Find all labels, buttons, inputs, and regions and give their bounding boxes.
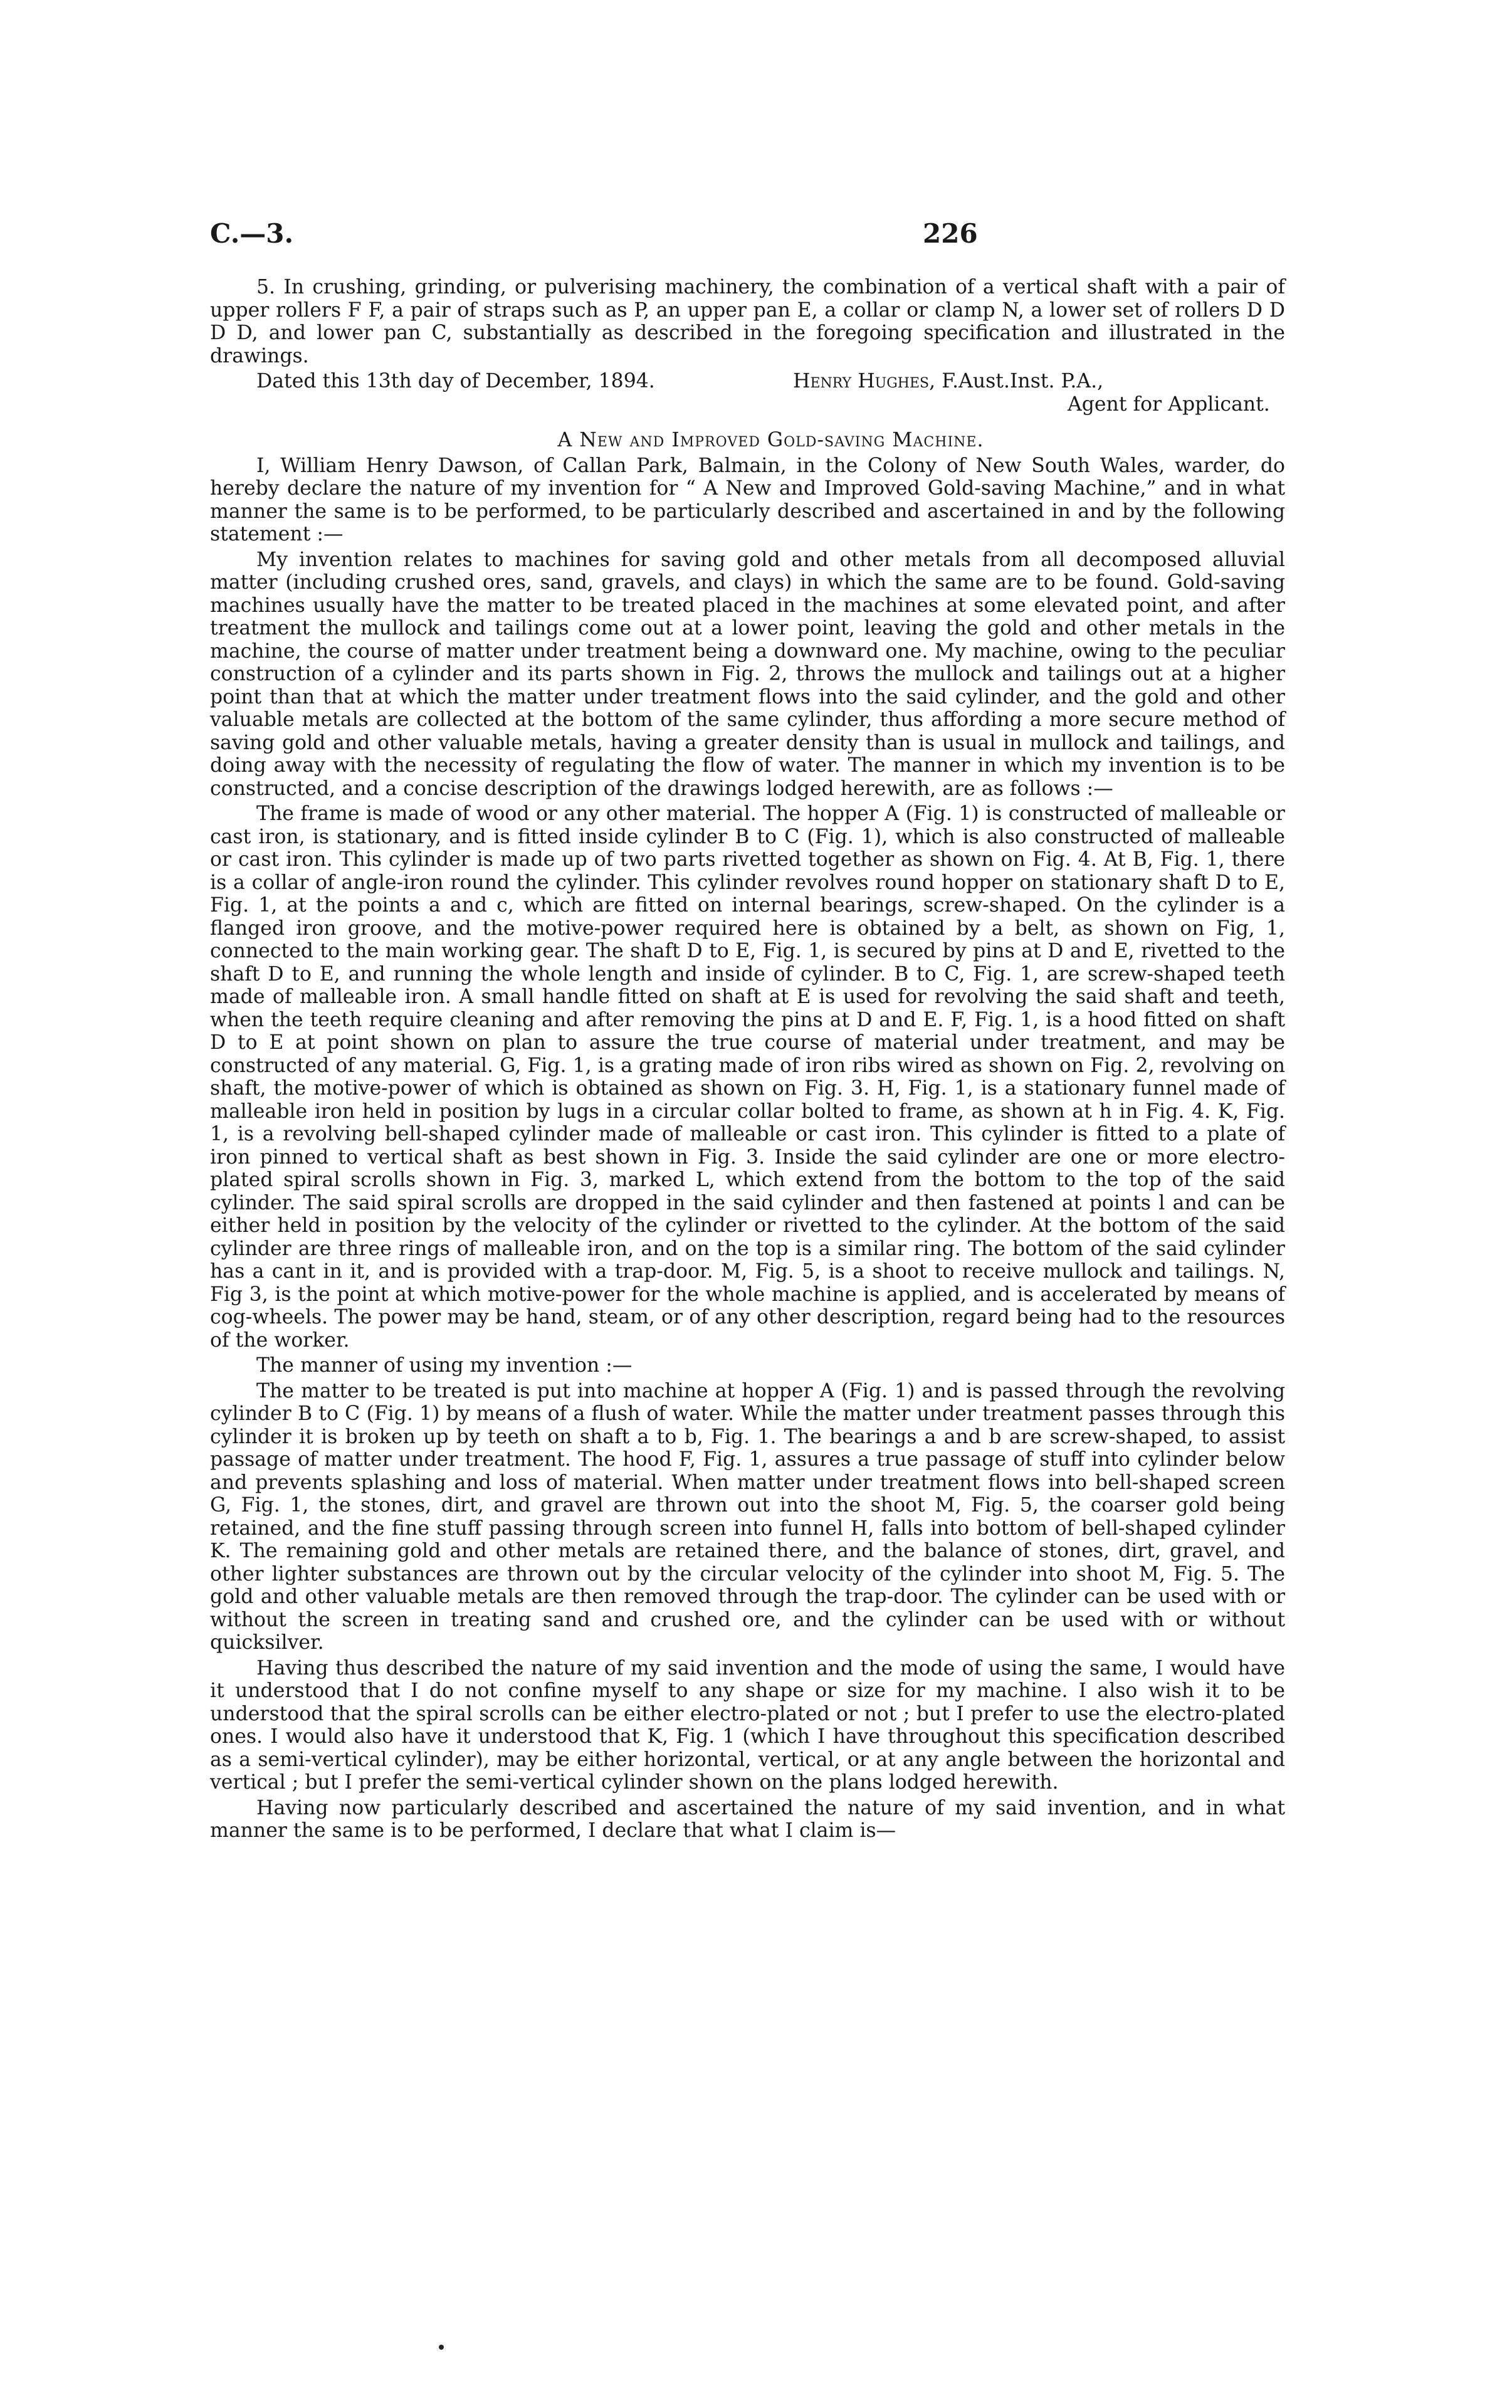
page-body xyxy=(210,276,1285,1845)
page-header xyxy=(210,218,1285,256)
paragraph-usage: The matter to be treated is put into machine at hopper A (Fig. 1) and is passed through the revolving cylinder B to C (Fig. 1) by means of a flush of water. While the matter under treatment passes through this cylinder it is broken up by teeth on shaft a to b, Fig. 1. The bearings a and b are screw-shaped, to assist passage of matter under treatment. The hood F, Fig. 1, assures a true passage of stuff into cylinder below and prevents splashing and loss of material. When matter under treatment flows into bell-shaped screen G, Fig. 1, the stones, dirt, and gravel are thrown out into the shoot M, Fig. 5, the coarser gold being retained, and the fine stuff passing through screen into funnel H, falls into bottom of bell-shaped cylinder K. The remaining gold and other metals are retained there, and the balance of stones, dirt, gravel, and other lighter substances are thrown out by the circular velocity of the cylinder into shoot M, Fig. 5. The gold and other valuable metals are then removed through the trap-door. The cylinder can be used with or without the screen in treating sand and crushed ore, and the cylinder can be used with or without quicksilver. xyxy=(210,1379,1285,1654)
document-reference: C.—3. xyxy=(210,218,294,249)
page-number: 226 xyxy=(923,218,978,249)
date-line: Dated this 13th day of December, 1894. xyxy=(256,370,655,392)
paragraph-claim-intro: Having now particularly described and ascertained the nature of my said invention, and in what manner the same is to be performed, I declare that what I claim is— xyxy=(210,1796,1285,1842)
signature xyxy=(793,370,1103,393)
section-title: A New and Improved Gold-saving Machine. xyxy=(557,429,984,451)
signature-title: , F.Aust.Inst. P.A., xyxy=(929,370,1104,392)
claim-5: 5. In crushing, grinding, or pulverising machinery, the combination of a vertical shaft with a pair of upper rollers F F, a pair of straps such as P, an upper pan E, a collar or clamp N, a lower set of rollers D D D D, and lower pan C, substantially as described in the foregoing specification and illustrated in the drawings. xyxy=(210,276,1285,367)
paragraph-declaration: I, William Henry Dawson, of Callan Park, Balmain, in the Colony of New South Wales, warder, do hereby declare the nature of my invention for “ A New and Improved Gold-saving Machine,” and in what manner the same is to be performed, to be particularly described and ascertained in and by the following statement :— xyxy=(210,454,1285,545)
date-signature-block xyxy=(210,370,1285,416)
paragraph-manner-heading: The manner of using my invention :— xyxy=(256,1354,633,1377)
paragraph-invention: My invention relates to machines for saving gold and other metals from all decomposed alluvial matter (including crushed ores, sand, gravels, and clays) in which the same are to be found. Gold-saving machines usually have the matter to be treated placed in the machines at some elevated point, and after treatment the mullock and tailings come out at a lower point, leaving the gold and other metals in the machine, the course of matter under treatment being a downward one. My machine, owing to the peculiar construction of a cylinder and its parts shown in Fig. 2, throws the mullock and tailings out at a higher point than that at which the matter under treatment flows into the said cylinder, and the gold and other valuable metals are collected at the bottom of the same cylinder, thus affording a more secure method of saving gold and other valuable metals, having a greater density than is usual in mullock and tailings, and doing away with the necessity of regulating the flow of water. The manner in which my invention is to be constructed, and a concise description of the drawings lodged herewith, are as follows :— xyxy=(210,548,1285,800)
ink-dot xyxy=(439,2345,444,2350)
signature-role: Agent for Applicant. xyxy=(1068,393,1270,416)
paragraph-frame: The frame is made of wood or any other material. The hopper A (Fig. 1) is constructed of malleable or cast iron, is stationary, and is fitted inside cylinder B to C (Fig. 1), which is also constructed of malleable or cast iron. This cylinder is made up of two parts rivetted together as shown on Fig. 4. At B, Fig. 1, there is a collar of angle-iron round the cylinder. This cylinder revolves round hopper on stationary shaft D to E, Fig. 1, at the points a and c, which are fitted on internal bearings, screw-shaped. On the cylinder is a flanged iron groove, and the motive-power required here is obtained by a belt, as shown on Fig, 1, connected to the main working gear. The shaft D to E, Fig. 1, is secured by pins at D and E, rivetted to the shaft D to E, and running the whole length and inside of cylinder. B to C, Fig. 1, are screw-shaped teeth made of malleable iron. A small handle fitted on shaft at E is used for revolving the said shaft and teeth, when the teeth require cleaning and after removing the pins at D and E. F, Fig. 1, is a hood fitted on shaft D to E at point shown on plan to assure the true course of material under treatment, and may be constructed of any material. G, Fig. 1, is a grating made of iron ribs wired as shown on Fig. 2, revolving on shaft, the motive-power of which is obtained as shown on Fig. 3. H, Fig. 1, is a stationary funnel made of malleable iron held in position by lugs in a circular collar bolted to frame, as shown at h in Fig. 4. K, Fig. 1, is a revolving bell-shaped cylinder made of malleable or cast iron. This cylinder is fitted to a plate of iron pinned to vertical shaft as best shown in Fig. 3. Inside the said cylinder are one or more electro-plated spiral scrolls shown in Fig. 3, marked L, which extend from the bottom to the top of the said cylinder. The said spiral scrolls are dropped in the said cylinder and then fastened at points l and can be either held in position by the velocity of the cylinder or rivetted to the cylinder. At the bottom of the said cylinder are three rings of malleable iron, and on the top is a similar ring. The bottom of the said cylinder has a cant in it, and is provided with a trap-door. M, Fig. 5, is a shoot to receive mullock and tailings. N, Fig 3, is the point at which motive-power for the whole machine is applied, and is accelerated by means of cog-wheels. The power may be hand, steam, or of any other description, regard being had to the resources of the worker. xyxy=(210,802,1285,1352)
signature-name: Henry Hughes xyxy=(793,370,930,392)
paragraph-nature: Having thus described the nature of my said invention and the mode of using the same, I would have it understood that I do not confine myself to any shape or size for my machine. I also wish it to be understood that the spiral scrolls can be either electro-plated or not ; but I prefer to use the electro-plated ones. I would also have it understood that K, Fig. 1 (which I have throughout this specification described as a semi-vertical cylinder), may be either horizontal, vertical, or at any angle between the horizontal and vertical ; but I prefer the semi-vertical cylinder shown on the plans lodged herewith. xyxy=(210,1656,1285,1794)
